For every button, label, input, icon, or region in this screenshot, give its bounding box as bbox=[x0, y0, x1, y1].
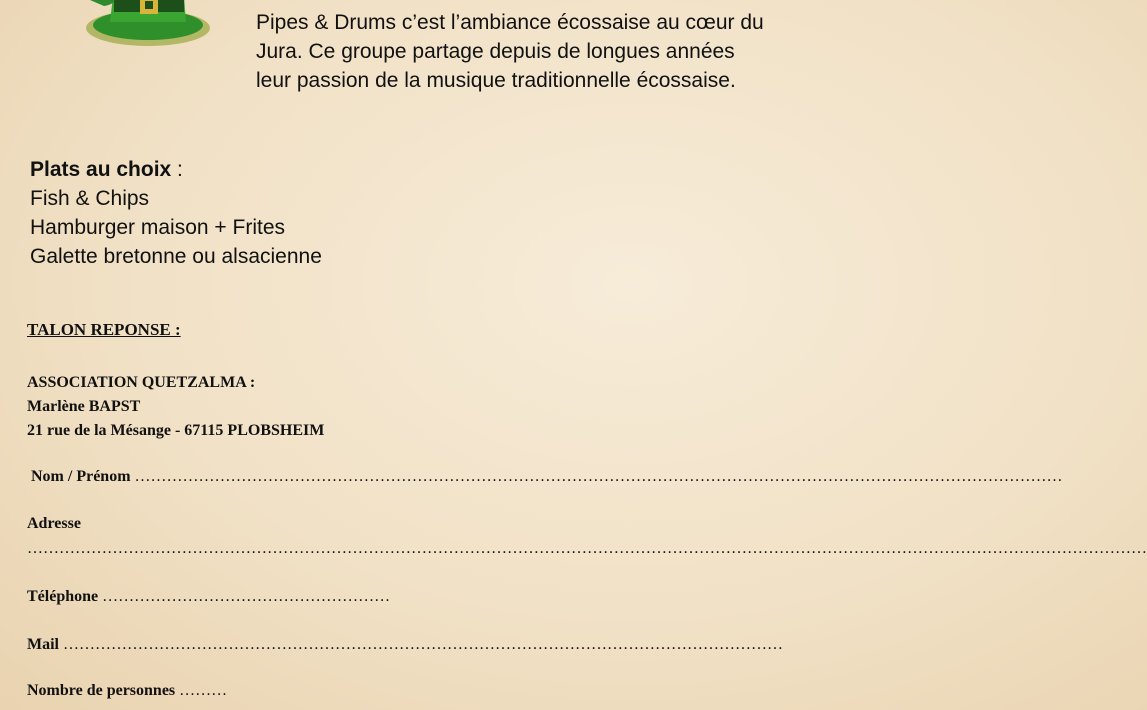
plat-item: Fish & Chips bbox=[30, 187, 150, 210]
leprechaun-hat-icon bbox=[70, 0, 220, 70]
telephone-field[interactable] bbox=[27, 588, 390, 606]
mail-field[interactable] bbox=[27, 636, 783, 654]
personnes-dots: ……… bbox=[179, 682, 228, 699]
plat-item: Hamburger maison + Frites bbox=[30, 216, 286, 239]
personnes-label: Nombre de personnes bbox=[27, 682, 176, 699]
adresse-dots[interactable]: ………………………………………………………………………………………………………………………………………………………………………………………… bbox=[27, 540, 1147, 557]
association-address: 21 rue de la Mésange - 67115 PLOBSHEIM bbox=[27, 422, 325, 439]
plats-heading-suffix: : bbox=[171, 158, 183, 181]
nom-field[interactable] bbox=[31, 468, 1063, 486]
mail-label: Mail bbox=[27, 636, 59, 653]
association-block bbox=[27, 371, 324, 443]
nom-dots: ………………………………………………………………………………………………………………………………………………………… bbox=[134, 468, 1063, 485]
talon-title: TALON REPONSE : bbox=[27, 320, 181, 339]
plat-item: Galette bretonne ou alsacienne bbox=[30, 245, 322, 268]
contact-name: Marlène BAPST bbox=[27, 398, 141, 415]
plats-section bbox=[30, 155, 322, 271]
plats-heading: Plats au choix bbox=[30, 158, 172, 181]
intro-paragraph: Pipes & Drums c’est l’ambiance écossaise au cœur du Jura. Ce groupe partage depuis de longues années leur passion de la musique traditionnelle écossaise. bbox=[256, 11, 764, 92]
nom-label: Nom / Prénom bbox=[31, 468, 131, 485]
telephone-label: Téléphone bbox=[27, 588, 99, 605]
telephone-dots: ……………………………………………… bbox=[102, 588, 391, 605]
mail-dots: ……………………………………………………………………………………………………………………… bbox=[63, 636, 783, 653]
association-name: ASSOCIATION QUETZALMA : bbox=[27, 374, 256, 391]
personnes-field[interactable] bbox=[27, 682, 227, 700]
adresse-label: Adresse bbox=[27, 515, 81, 532]
